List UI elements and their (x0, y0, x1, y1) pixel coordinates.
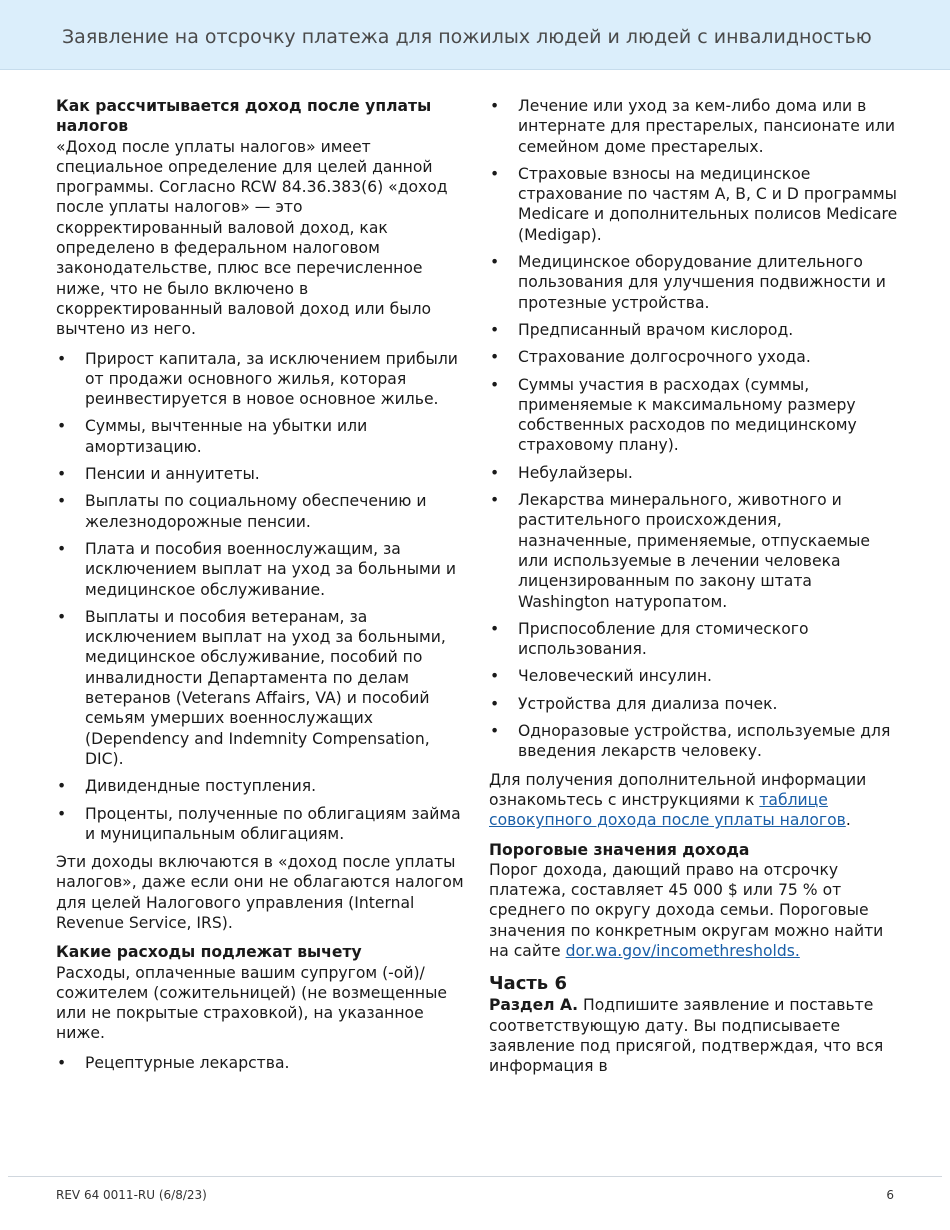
page-header (0, 0, 950, 70)
page-title: Заявление на отсрочку платежа для пожилых людей и людей с инвалидностью (62, 26, 872, 48)
part-heading: Часть 6 (489, 973, 567, 995)
list-item: • Одноразовые устройства, используемые для введения лекарств человеку. (489, 721, 899, 762)
expenses-heading: Какие расходы подлежат вычету (56, 943, 362, 962)
threshold-heading: Пороговые значения дохода (489, 840, 750, 859)
expenses-text: Расходы, оплаченные вашим супругом (-ой)/сожителем (сожительницей) (не возмещенные или не покрытые страховкой), на указанное ниже. (56, 963, 447, 1043)
right-column (489, 96, 899, 1085)
income-note: Эти доходы включаются в «доход после уплаты налогов», даже если они не облагаются налогом для целей Налогового управления (Internal Revenue Service, IRS). (56, 853, 464, 932)
list-item: • Суммы участия в расходах (суммы, применяемые к максимальному размеру собственных расходов по медицинскому страховому плану). (489, 375, 899, 456)
list-item: • Дивидендные поступления. (56, 776, 466, 796)
income-heading: Как рассчитывается доход после уплаты налогов (56, 97, 432, 136)
list-item: • Страховые взносы на медицинское страхование по частям A, B, C и D программы Medicare и дополнительных полисов Medicare (Medigap). (489, 164, 899, 245)
list-item: • Пенсии и аннуитеты. (56, 464, 466, 484)
list-item: • Предписанный врачом кислород. (489, 320, 899, 340)
expenses-list-right (489, 96, 899, 762)
list-item: • Выплаты по социальному обеспечению и железнодорожные пенсии. (56, 491, 466, 532)
threshold-section (489, 840, 899, 962)
expenses-list-left (56, 1053, 466, 1073)
more-info-end: . (845, 811, 851, 830)
list-item: • Устройства для диализа почек. (489, 694, 899, 714)
section-a-text: Подпишите заявление и поставьте соответствующую дату. Вы подписываете заявление под присягой, подтверждая, что вся информация в (489, 996, 884, 1076)
expenses-section (56, 942, 466, 1043)
income-list (56, 349, 466, 845)
left-column (56, 96, 466, 1081)
list-item: • Страхование долгосрочного ухода. (489, 347, 899, 367)
list-item: • Приспособление для стомического использования. (489, 619, 899, 660)
page-number: 6 (886, 1188, 894, 1202)
list-item: • Суммы, вычтенные на убытки или амортизацию. (56, 416, 466, 457)
list-item: • Выплаты и пособия ветеранам, за исключением выплат на уход за больными, медицинское обслуживание, пособий по инвалидности Департамента по делам ветеранов (Veterans Affairs, VA) и пособий семьям умерших военнослужащих (Dependency and Indemnity Compensation, DIC). (56, 607, 466, 769)
list-item: • Лекарства минерального, животного и растительного происхождения, назначенные, применяемые, отпускаемые или используемые в лечении человека лицензированным по закону штата Washington натуропатом. (489, 490, 899, 612)
list-item: • Рецептурные лекарства. (56, 1053, 466, 1073)
more-info-text: Для получения дополнительной информации ознакомьтесь с инструкциями к (489, 770, 867, 809)
income-table-link[interactable]: таблице совокупного дохода после уплаты налогов (489, 790, 846, 830)
threshold-text: Порог дохода, дающий право на отсрочку платежа, составляет 45 000 $ или 75 % от среднего по округу дохода семьи. Пороговые значения по конкретным округам можно найти на сайте (489, 860, 884, 960)
thresholds-link[interactable]: dor.wa.gov/incomethresholds. (565, 941, 800, 960)
income-section (56, 96, 466, 340)
form-id: REV 64 0011-RU (6/8/23) (56, 1188, 207, 1202)
list-item: • Прирост капитала, за исключением прибыли от продажи основного жилья, которая реинвестируется в новое основное жилье. (56, 349, 466, 410)
list-item: • Плата и пособия военнослужащим, за исключением выплат на уход за больными и медицинское обслуживание. (56, 539, 466, 600)
list-item: • Медицинское оборудование длительного пользования для улучшения подвижности и протезные устройства. (489, 252, 899, 313)
section-a-label: Раздел А. (489, 996, 579, 1015)
section-a (489, 995, 899, 1076)
list-item: • Лечение или уход за кем-либо дома или в интернате для престарелых, пансионате или семейном доме престарелых. (489, 96, 899, 157)
more-info (489, 770, 899, 831)
list-item: • Проценты, полученные по облигациям займа и муниципальным облигациям. (56, 804, 466, 845)
list-item: • Человеческий инсулин. (489, 666, 899, 686)
footer-divider (8, 1176, 942, 1177)
income-text: «Доход после уплаты налогов» имеет специальное определение для целей данной программы. Согласно RCW 84.36.383(6) «доход после уплаты налогов» — это скорректированный валовой доход, как определено в федеральном налоговом законодательстве, плюс все перечисленное ниже, что не было включено в скорректированный валовой доход или было вычтено из него. (56, 137, 448, 339)
list-item: • Небулайзеры. (489, 463, 899, 483)
